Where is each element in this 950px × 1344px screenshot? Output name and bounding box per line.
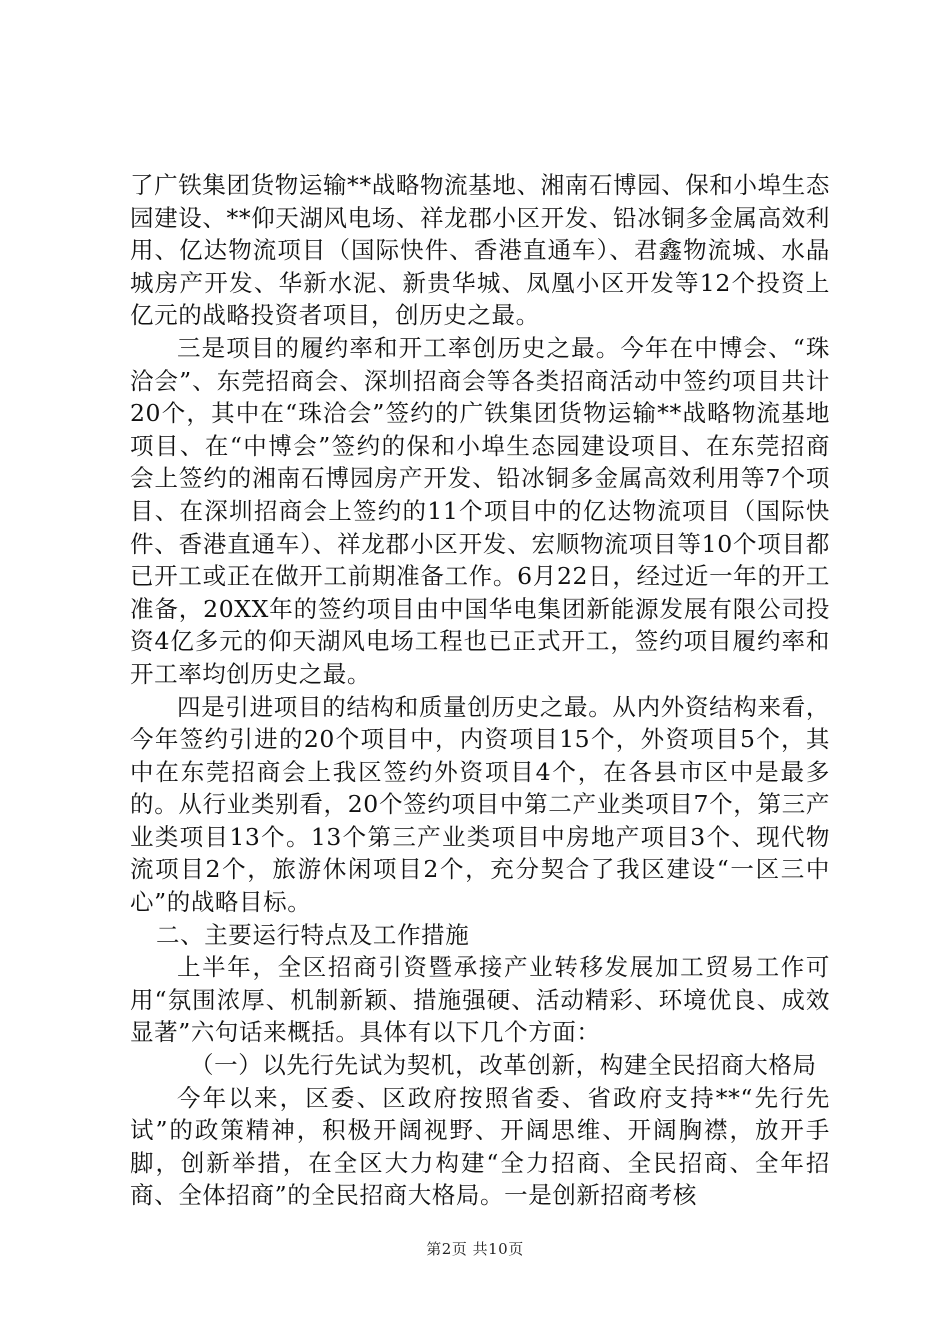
paragraph-fourth-point: 四是引进项目的结构和质量创历史之最。从内外资结构来看，今年签约引进的20个项目中，内资项目15个，外资项目5个，其中在东莞招商会上我区签约外资项目4个，在各县市区中是最多的。从行业类别看，20个签约项目中第二产业类项目7个，第三产业类项目13个。13个第三产业类项目中房地产项目3个、现代物流项目2个，旅游休闲项目2个，充分契合了我区建设“一区三中心”的战略目标。 [130,692,830,917]
paragraph-summary: 上半年，全区招商引资暨承接产业转移发展加工贸易工作可用“氛围浓厚、机制新颖、措施强硬、活动精彩、环境优良、成效显著”六句话来概括。具体有以下几个方面： [130,953,830,1047]
subsection-heading: （一）以先行先试为契机，改革创新，构建全民招商大格局 [190,1051,817,1080]
body-text [130,169,830,1212]
paragraph-third-point: 三是项目的履约率和开工率创历史之最。今年在中博会、“珠洽会”、东莞招商会、深圳招商会等各类招商活动中签约项目共计20个，其中在“珠洽会”签约的广铁集团货物运输**战略物流基地项目、在“中博会”签约的保和小埠生态园建设项目、在东莞招商会上签约的湘南石博园房产开发、铅冰铜多金属高效利用等7个项目、在深圳招商会上签约的11个项目中的亿达物流项目（国际快件、香港直通车）、祥龙郡小区开发、宏顺物流项目等10个项目都已开工或正在做开工前期准备工作。6月22日，经过近一年的开工准备，20XX年的签约项目由中国华电集团新能源发展有限公司投资4亿多元的仰天湖风电场工程也已正式开工，签约项目履约率和开工率均创历史之最。 [130,333,830,688]
paragraph-continuation: 了广铁集团货物运输**战略物流基地、湘南石博园、保和小埠生态园建设、**仰天湖风电场、祥龙郡小区开发、铅冰铜多金属高效利用、亿达物流项目（国际快件、香港直通车）、君鑫物流城、水晶城房产开发、华新水泥、新贵华城、凤凰小区开发等12个投资上亿元的战略投资者项目，创历史之最。 [130,171,830,330]
section-heading: 二、主要运行特点及工作措施 [156,920,470,949]
page-number-footer: 第2页 共10页 [426,1240,524,1258]
paragraph-initiatives: 今年以来，区委、区政府按照省委、省政府支持**“先行先试”的政策精神，积极开阔视野、开阔思维、开阔胸襟，放开手脚，创新举措，在全区大力构建“全力招商、全民招商、全年招商、全体招商”的全民招商大格局。一是创新招商考核 [130,1083,830,1210]
